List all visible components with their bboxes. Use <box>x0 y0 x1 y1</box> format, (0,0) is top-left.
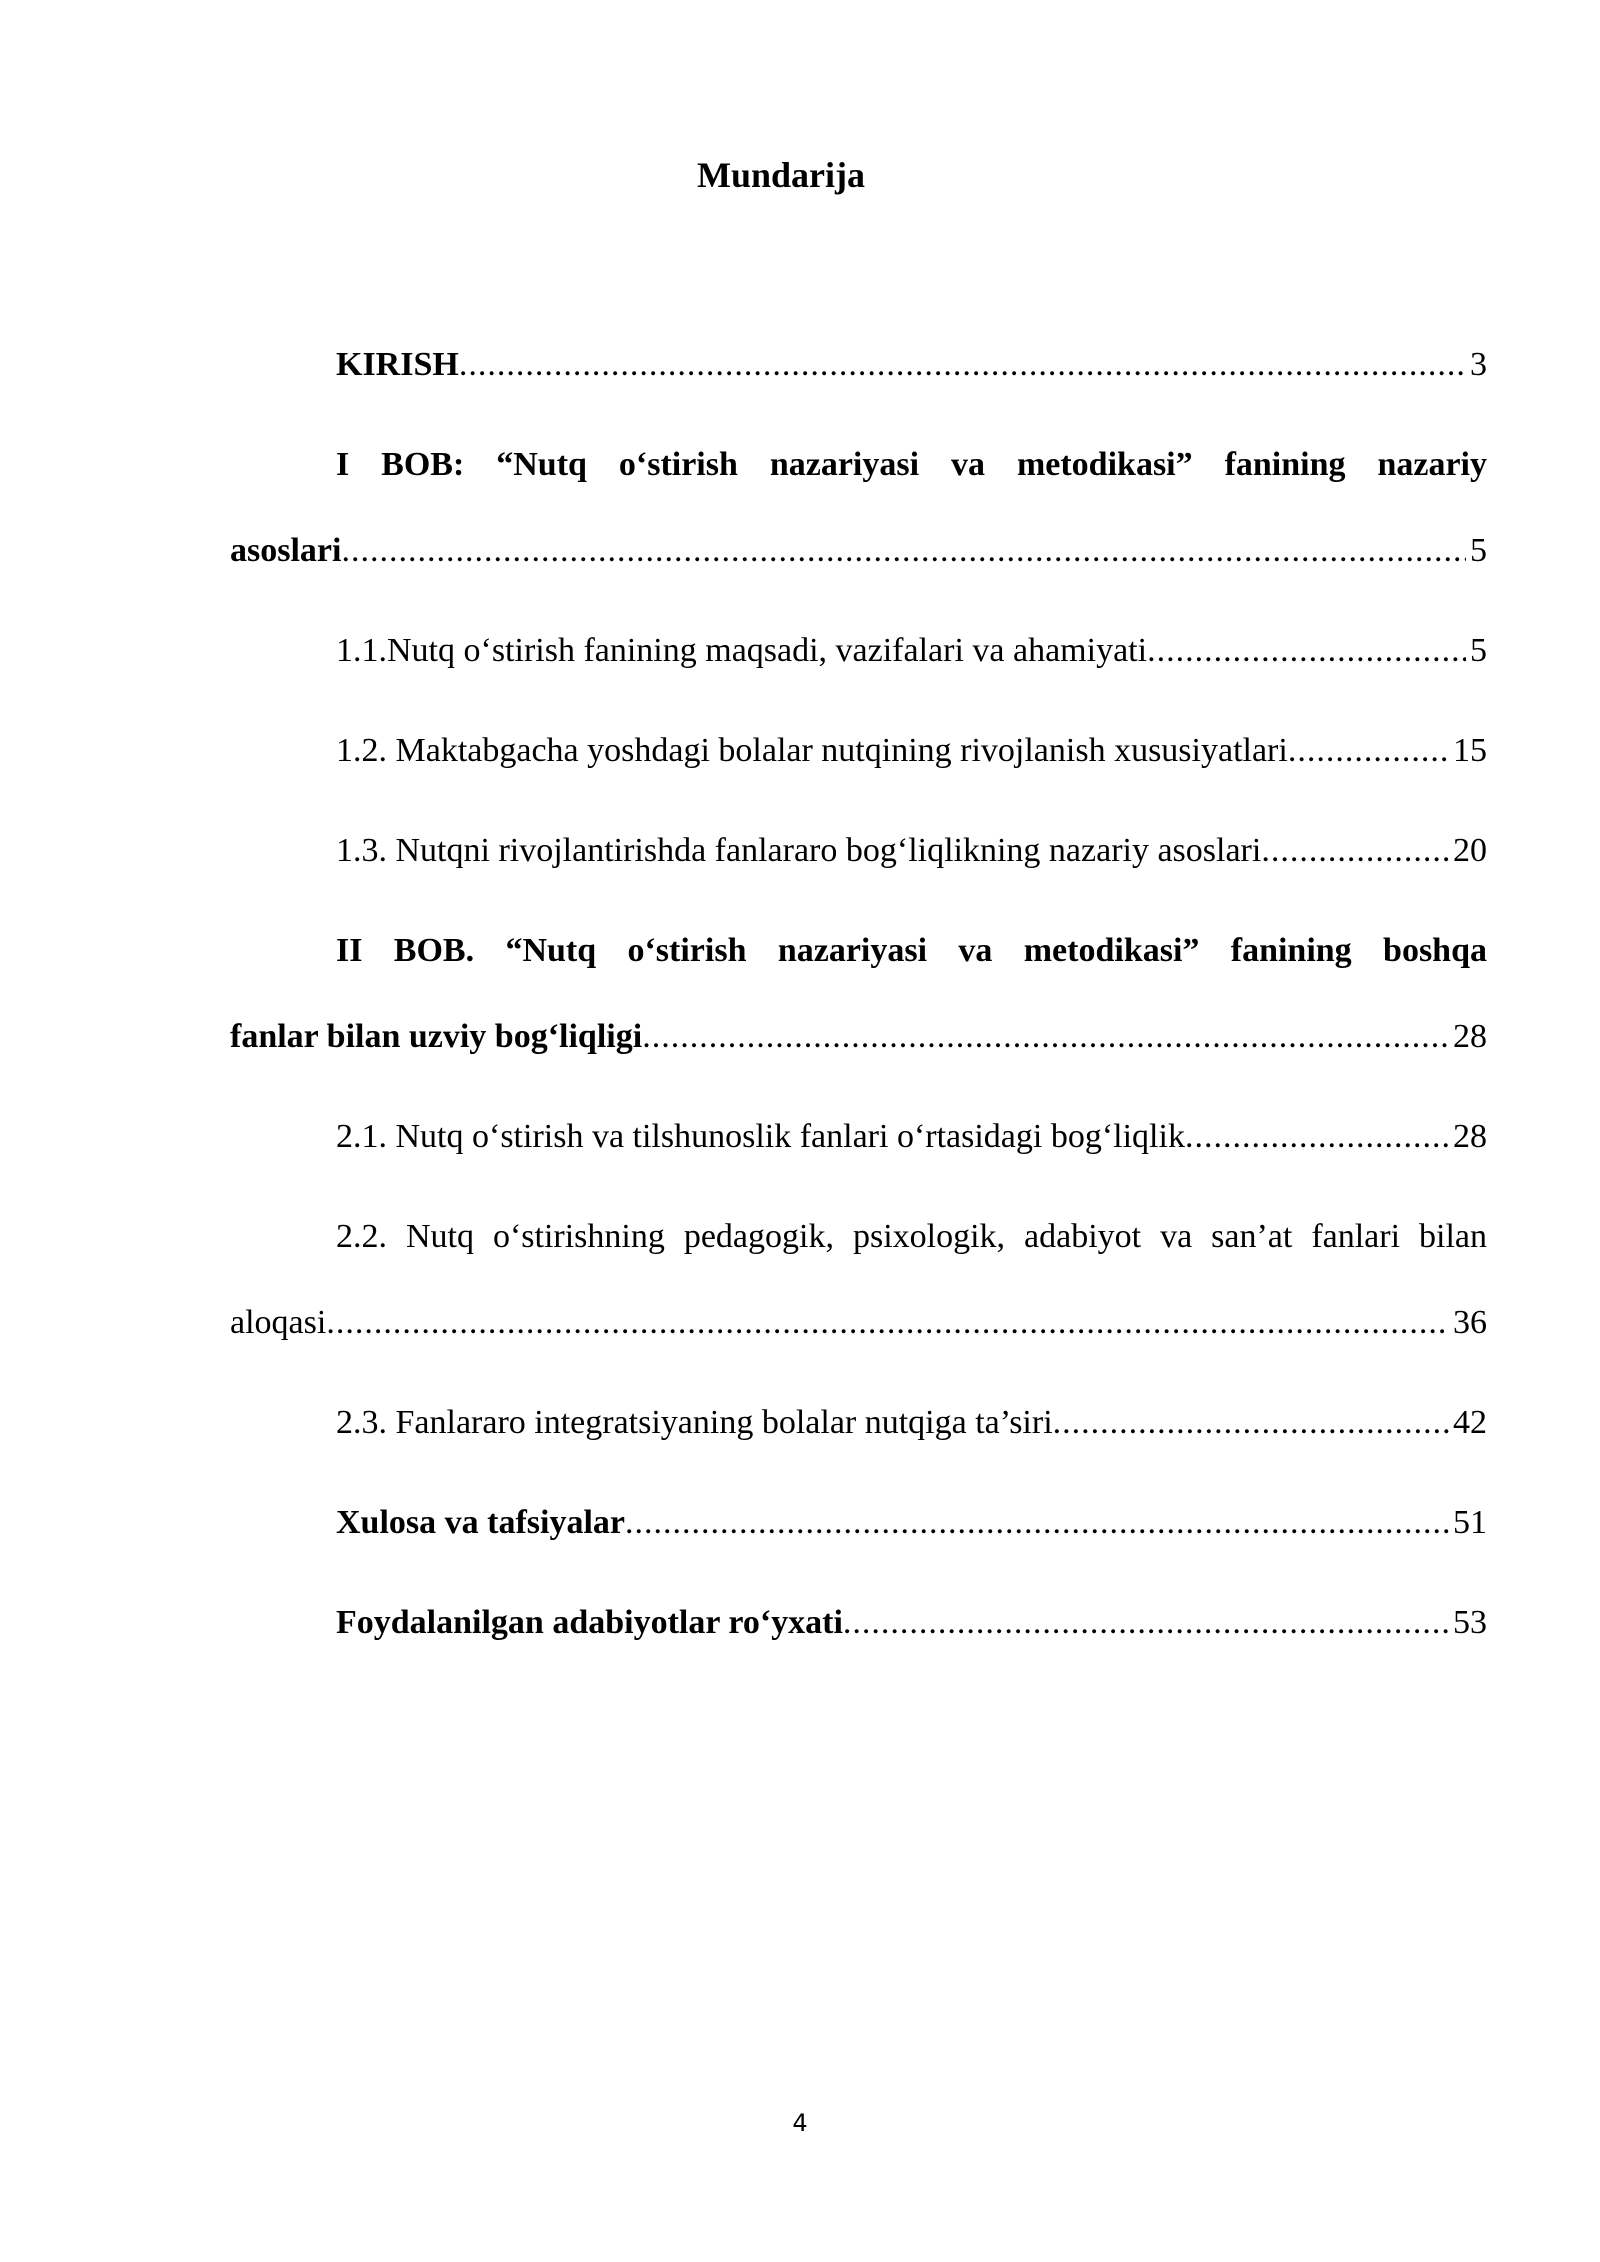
toc-entry-adabiyotlar[interactable] <box>230 1598 1487 1648</box>
toc-entry-title-line1: 2.2. Nutq o‘stirishning pedagogik, psixologik, adabiyot va san’at fanlari bilan <box>336 1218 1487 1255</box>
toc-entry-title-line2: asoslari <box>230 532 342 569</box>
toc-entry-title-line2: fanlar bilan uzviy bog‘liqligi <box>230 1018 643 1055</box>
toc-page-number: 15 <box>1453 732 1487 769</box>
toc-entry-title-line1: II BOB. “Nutq o‘stirish nazariyasi va metodikasi” fanining boshqa <box>336 932 1487 969</box>
toc-leader-dots <box>625 1498 1449 1548</box>
toc-entry-title-line2: aloqasi <box>230 1304 327 1341</box>
toc-entry-2-1[interactable] <box>230 1112 1487 1162</box>
toc-page-number: 42 <box>1453 1404 1487 1441</box>
toc-page-number: 28 <box>1453 1018 1487 1055</box>
toc-page-number: 53 <box>1453 1604 1487 1641</box>
toc-entry-title: 2.1. Nutq o‘stirish va tilshunoslik fanlari o‘rtasidagi bog‘liqlik <box>336 1118 1185 1155</box>
toc-entry-2-2[interactable] <box>230 1212 1487 1348</box>
toc-page-number: 36 <box>1453 1304 1487 1341</box>
table-of-contents <box>230 340 1487 1648</box>
toc-entry-xulosa[interactable] <box>230 1498 1487 1548</box>
toc-page-number: 3 <box>1470 346 1487 383</box>
toc-entry-title: 1.3. Nutqni rivojlantirishda fanlararo bog‘liqlikning nazariy asoslari <box>336 832 1262 869</box>
toc-entry-title: 1.1.Nutq o‘stirish fanining maqsadi, vazifalari va ahamiyati <box>336 632 1148 669</box>
toc-leader-dots <box>642 1012 1449 1062</box>
toc-page-number: 20 <box>1453 832 1487 869</box>
toc-entry-title-line1: I BOB: “Nutq o‘stirish nazariyasi va metodikasi” fanining nazariy <box>336 446 1487 483</box>
toc-entry-title: 2.3. Fanlararo integratsiyaning bolalar nutqiga ta’siri <box>336 1404 1053 1441</box>
toc-page-number: 51 <box>1453 1504 1487 1541</box>
toc-entry-2-3[interactable] <box>230 1398 1487 1448</box>
toc-entry-1-3[interactable] <box>230 826 1487 876</box>
toc-leader-dots <box>1053 1398 1449 1448</box>
toc-leader-dots <box>1147 626 1466 676</box>
toc-leader-dots <box>1288 726 1449 776</box>
toc-page-number: 5 <box>1470 532 1487 569</box>
toc-entry-kirish[interactable] <box>230 340 1487 390</box>
toc-entry-title: Foydalanilgan adabiyotlar ro‘yxati <box>336 1604 843 1641</box>
page-number-footer: 4 <box>792 2109 808 2137</box>
page-title: Mundarija <box>696 155 865 195</box>
toc-page-number: 5 <box>1470 632 1487 669</box>
toc-leader-dots <box>326 1298 1449 1348</box>
toc-entry-1-2[interactable] <box>230 726 1487 776</box>
toc-leader-dots <box>843 1598 1449 1648</box>
toc-entry-title: KIRISH <box>336 346 459 383</box>
toc-entry-title: Xulosa va tafsiyalar <box>336 1504 625 1541</box>
toc-entry-bob-2[interactable] <box>230 926 1487 1062</box>
toc-entry-bob-1[interactable] <box>230 440 1487 576</box>
toc-leader-dots <box>459 340 1466 390</box>
toc-leader-dots <box>1185 1112 1449 1162</box>
toc-entry-title: 1.2. Maktabgacha yoshdagi bolalar nutqining rivojlanish xususiyatlari <box>336 732 1288 769</box>
toc-page-number: 28 <box>1453 1118 1487 1155</box>
toc-leader-dots <box>341 526 1466 576</box>
toc-entry-1-1[interactable] <box>230 626 1487 676</box>
toc-leader-dots <box>1261 826 1449 876</box>
